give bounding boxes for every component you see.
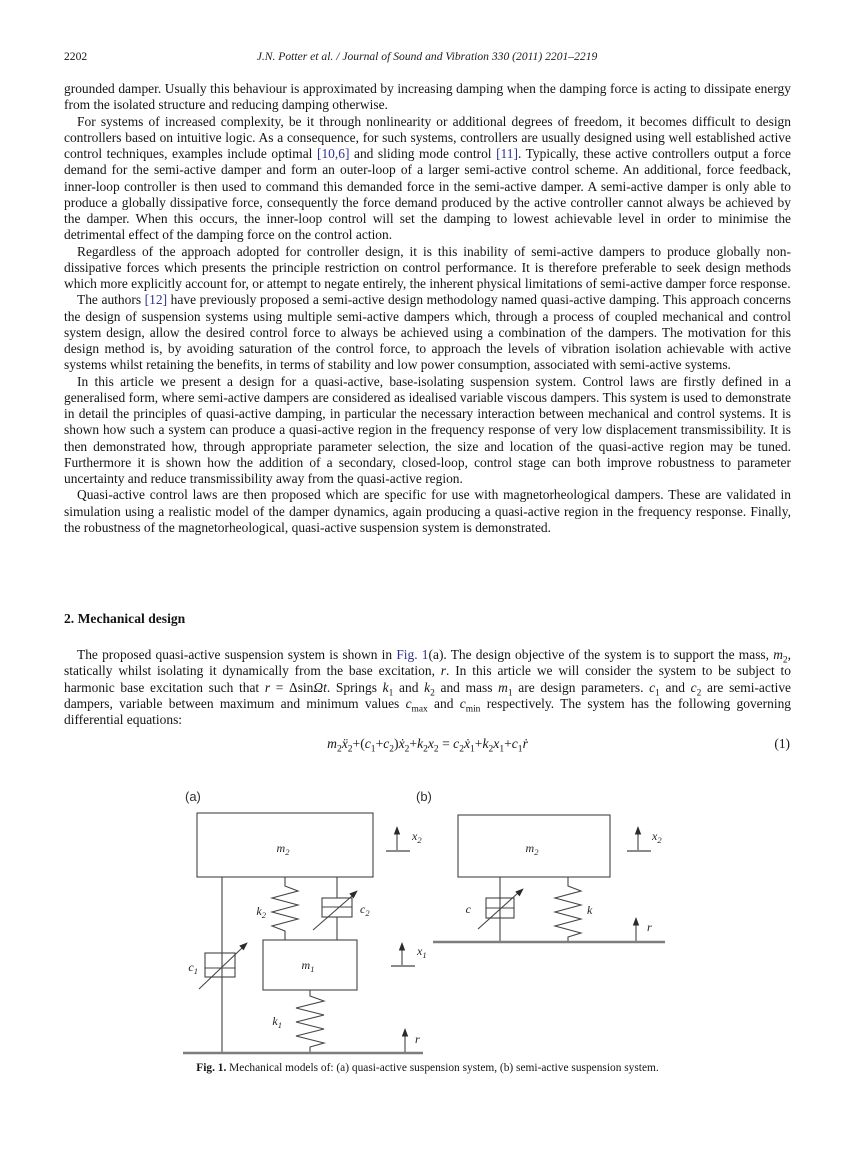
text-segment: The proposed quasi-active suspension system is shown in xyxy=(77,647,397,662)
variable: c xyxy=(405,695,412,711)
variable-subscript: 2 xyxy=(696,688,702,699)
variable: m xyxy=(498,679,508,695)
text-segment: + xyxy=(474,736,483,751)
text-segment: and mass xyxy=(434,679,499,695)
text-segment: grounded damper. Usually this behaviour is approximated by increasing damping when the damping force is acting to dissipate energy from the isolated structure and reducing damping otherwise. xyxy=(64,81,791,113)
variable-subscript: 2 xyxy=(782,655,788,666)
label-sub: 2 xyxy=(657,835,662,845)
variable-subscript: min xyxy=(465,704,481,715)
variable-subscript: 2 xyxy=(347,744,353,755)
text-segment: + xyxy=(409,736,418,751)
label-sub: 1 xyxy=(310,964,315,974)
variable: c xyxy=(649,679,656,695)
text-segment: are semi-active dampers, variable between maximum and minimum values xyxy=(64,679,792,711)
variable: r xyxy=(440,663,446,679)
label-sub: 2 xyxy=(365,908,370,918)
paragraph xyxy=(64,647,791,728)
variable: x xyxy=(427,736,434,751)
fig-a-x2-label xyxy=(411,829,422,845)
equation-1 xyxy=(64,736,791,755)
variable: c xyxy=(511,736,518,751)
text-segment: respectively. The system has the following governing differential equations: xyxy=(64,695,792,727)
variable: c xyxy=(364,736,371,751)
variable: ẍ xyxy=(341,736,348,751)
variable-subscript: 2 xyxy=(488,744,494,755)
text-segment: are design parameters. xyxy=(512,679,650,695)
citation-link[interactable]: [12] xyxy=(144,292,168,308)
variable: k xyxy=(417,736,424,751)
label-main: c xyxy=(188,960,194,974)
paragraph xyxy=(64,81,791,114)
variable-subscript: 2 xyxy=(459,744,464,755)
label-sub: 2 xyxy=(534,847,539,857)
text-segment: +( xyxy=(352,736,365,751)
fig-a-m2-label xyxy=(277,841,291,857)
label-main: k xyxy=(272,1014,278,1028)
equation-number: (1) xyxy=(774,736,790,751)
text-segment: . In this article we will consider the system to be subject to harmonic base excitation such that xyxy=(64,663,791,695)
fig-a-damper-c1-box xyxy=(205,953,235,977)
fig-a-m1-label xyxy=(302,958,315,974)
variable: m xyxy=(773,647,783,662)
variable: Ω xyxy=(313,679,324,695)
variable: c xyxy=(459,695,466,711)
label-main: x xyxy=(412,829,418,843)
text-segment: The authors xyxy=(77,292,145,308)
text-segment: Quasi-active control laws are then proposed which are specific for use with magnetorheological dampers. These are validated in simulation using a realistic model of the damper dynamics, again producing a quasi-active region in the frequency response. Finally, the robustness of the magnetorheological, quasi-active suspension system is demonstrated. xyxy=(64,487,791,535)
fig-a-k2-label xyxy=(256,904,266,920)
fig-a-x1-label xyxy=(416,944,427,960)
variable-subscript: 1 xyxy=(388,688,394,699)
label-sub: 1 xyxy=(422,950,427,960)
variable: t xyxy=(323,679,327,695)
citation-link[interactable]: [10,6] xyxy=(316,146,350,161)
variable: c xyxy=(383,736,390,751)
text-segment: and xyxy=(427,695,460,711)
equation-row xyxy=(64,736,791,756)
label-main: c xyxy=(465,902,471,916)
text-segment: = Δsin xyxy=(270,679,314,695)
fig-a-damper-c2-arrow xyxy=(313,896,352,930)
label-main: k xyxy=(256,904,262,918)
paragraph xyxy=(64,244,791,293)
text-segment: and sliding mode control xyxy=(349,146,497,161)
variable: ẋ xyxy=(398,736,405,751)
variable-subscript: 2 xyxy=(430,688,435,699)
variable-subscript: 2 xyxy=(404,744,410,755)
variable: x xyxy=(493,736,500,751)
fig-a-x1-arrowhead xyxy=(399,942,405,951)
variable-subscript: 1 xyxy=(470,744,475,755)
fig-a-spring-k2 xyxy=(272,877,298,940)
fig-b-spring-k xyxy=(555,877,581,942)
variable-subscript: 2 xyxy=(336,744,342,755)
fig-a-r-arrowhead xyxy=(402,1028,408,1037)
variable: k xyxy=(382,679,389,695)
fig-b-r-label xyxy=(647,920,652,934)
label-main: m xyxy=(301,958,311,972)
variable: m xyxy=(327,736,337,751)
label-sub: 1 xyxy=(193,966,198,976)
paragraph xyxy=(64,114,791,244)
label-sub: 2 xyxy=(285,847,290,857)
text-segment: have previously proposed a semi-active design methodology named quasi-active damping. This approach concerns the design of suspension systems using multiple semi-active dampers which, through a process of coupled mechanical and control system design, allow the desired control force to always be achieved using a combination of the dampers. The motivation for this design method is, by avoiding saturation of the control force, to approach the levels of vibration isolation achievable with active systems whilst retaining the benefits, in terms of stability and low power consumption, associated with semi-active systems. xyxy=(64,292,791,373)
variable-subscript: 1 xyxy=(517,744,523,755)
variable-subscript: 2 xyxy=(389,744,395,755)
fig-a-k1-label xyxy=(272,1014,282,1030)
page-header xyxy=(64,50,790,66)
fig-a-r-label xyxy=(415,1032,420,1046)
fig-a-c1-label xyxy=(188,960,198,976)
label-main: x xyxy=(417,944,423,958)
variable: c xyxy=(690,679,697,695)
text-segment: For systems of increased complexity, be it through nonlinearity or additional degrees of freedom, it becomes difficult to design controllers based on intuitive logic. As a consequence, for such systems, controllers are usually designed using well established active control techniques, examples include optimal xyxy=(64,113,791,161)
fig-a-c2-label xyxy=(360,902,370,918)
label-main: r xyxy=(647,920,652,934)
label-sub: 2 xyxy=(417,835,422,845)
text-segment: , statically whilst isolating it dynamically from the base excitation, xyxy=(64,647,791,679)
variable-subscript: 1 xyxy=(370,744,376,755)
variable: r xyxy=(264,679,271,695)
running-head: J.N. Potter et al. / Journal of Sound and Vibration 330 (2011) 2201–2219 xyxy=(256,50,598,63)
label-main: m xyxy=(525,841,535,855)
text-segment: ) xyxy=(394,736,399,751)
variable-subscript: 1 xyxy=(499,744,505,755)
label-main: c xyxy=(360,902,366,916)
fig-b-m2-label xyxy=(526,841,540,857)
fig-b-c-arrowhead xyxy=(515,886,526,896)
intro-paragraphs xyxy=(64,81,791,536)
text-segment: . Typically, these active controllers output a force demand for the semi-active damper and form an outer-loop of a larger semi-active control scheme. An additional, force feedback, inner-loop controller is then used to command this demanded force in the semi-active damper. A semi-active damper is only able to produce a globally dissipative force, consequently the force demand produced by the active controller cannot always be achieved by the damper. When this occurs, the inner-loop control will set the damping to lowest achievable level in order to minimise the detrimental effect of the damping force on the control action. xyxy=(64,146,791,243)
citation-link[interactable]: Fig. 1 xyxy=(396,647,429,662)
variable: ẋ xyxy=(463,736,471,751)
paragraph xyxy=(64,374,791,488)
label-sub: 2 xyxy=(261,910,266,920)
fig-a-spring-k1 xyxy=(296,990,324,1053)
figure-caption-label: Fig. 1. xyxy=(196,1062,227,1074)
text-segment: and xyxy=(393,679,425,695)
fig-b-r-arrowhead xyxy=(633,917,639,926)
fig-b-x2-label xyxy=(651,829,662,845)
variable-subscript: max xyxy=(411,704,428,715)
text-segment: = xyxy=(438,736,454,751)
label-main: r xyxy=(415,1032,420,1046)
text-segment: (a). The design objective of the system is to support the mass, xyxy=(428,647,774,662)
variable: ṙ xyxy=(522,736,528,751)
section-heading: 2. Mechanical design xyxy=(64,611,186,626)
text-segment: + xyxy=(375,736,384,751)
label-main: k xyxy=(587,903,593,917)
fig-b-c-label xyxy=(466,902,472,916)
text-segment: Regardless of the approach adopted for controller design, it is this inability of semi-active dampers to produce globally non-dissipative forces which presents the principle restriction on control performance. It is therefore preferable to seek design methods which more explicitly account for, or attempt to negate entirely, the inherent physical limitations of semi-active damper force response. xyxy=(64,243,791,291)
paragraph xyxy=(64,292,791,373)
text-segment: . Springs xyxy=(326,679,383,695)
text-segment: In this article we present a design for a quasi-active, base-isolating suspension system. Control laws are firstly defined in a generalised form, where semi-active dampers are considered as idealised variable viscous dampers. This system is used to demonstrate in detail the principles of quasi-active damping, in particular the necessary interaction between mechanical and control systems. It is shown how such a system can produce a quasi-active region in the frequency response of very low displacement transmissibility. It is then demonstrated how, through appropriate parameter selection, the size and location of the quasi-active region may be tuned. Furthermore it is shown how the addition of a secondary, closed-loop, control stage can both improve robustness to parameter uncertainty and reduce transmissibility away from the quasi-active region. xyxy=(64,373,791,486)
figure-1 xyxy=(150,785,730,1065)
fig-a-x2-arrowhead xyxy=(394,826,400,835)
figure-caption-text: Mechanical models of: (a) quasi-active suspension system, (b) semi-active suspension system. xyxy=(226,1062,659,1074)
mech-paragraphs xyxy=(64,647,791,728)
fig-b-x2-arrowhead xyxy=(635,826,641,835)
variable: c xyxy=(453,736,460,751)
text-segment: + xyxy=(504,736,512,751)
paragraph xyxy=(64,487,791,536)
figure-caption xyxy=(64,1062,791,1074)
fig-b-panel-label: (b) xyxy=(416,789,432,804)
fig-a-panel-label: (a) xyxy=(185,789,201,804)
variable-subscript: 1 xyxy=(507,688,513,699)
fig-b-k-label xyxy=(587,903,593,917)
text-segment: and xyxy=(659,679,691,695)
variable: k xyxy=(482,736,489,751)
label-main: x xyxy=(652,829,658,843)
citation-link[interactable]: [11] xyxy=(496,146,518,161)
variable: k xyxy=(424,679,431,695)
variable-subscript: 2 xyxy=(423,744,428,755)
label-sub: 1 xyxy=(277,1020,282,1030)
page-number: 2202 xyxy=(64,50,88,63)
label-main: m xyxy=(276,841,286,855)
variable-subscript: 2 xyxy=(433,744,439,755)
variable-subscript: 1 xyxy=(655,688,660,699)
